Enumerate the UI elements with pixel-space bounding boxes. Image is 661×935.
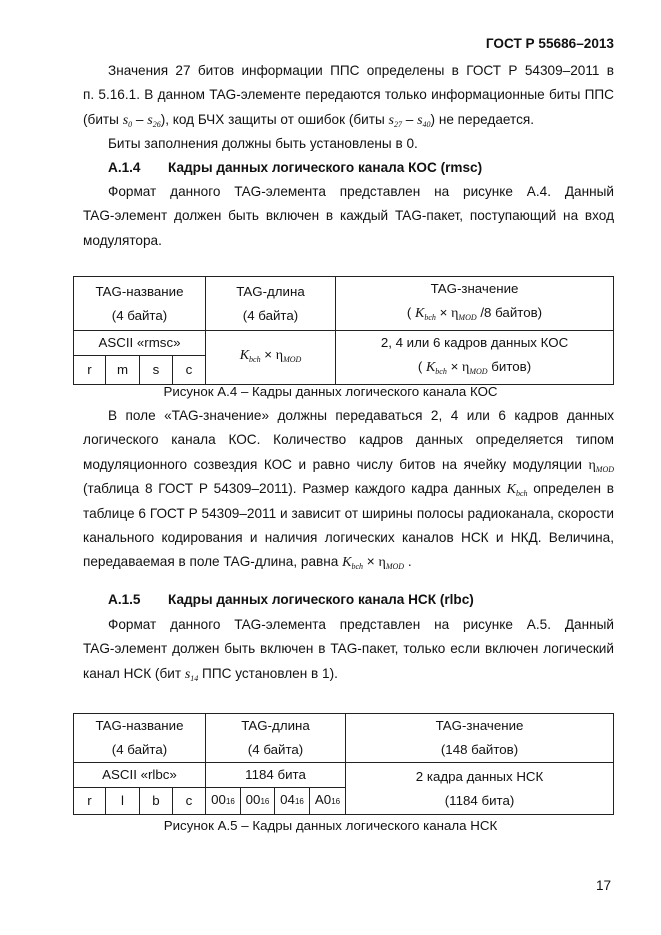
text-line — [83, 110, 614, 134]
byte-cell: 0016 — [206, 788, 241, 815]
section-heading-a14 — [83, 158, 614, 182]
text-line: таблице 6 ГОСТ Р 54309–2011 и зависит от ширины полосы радиоканала, скорости — [83, 505, 614, 521]
text-line: передаваемая в поле TAG-длина, равна $K_{bch} \times \eta_{MOD}$ . — [83, 554, 412, 572]
text: ) не передается. — [430, 111, 535, 127]
text: (биты — [83, 111, 123, 127]
text-line: Формат данного TAG-элемента представлен на рисунке А.4. Данный — [108, 184, 614, 199]
byte-cell: 0416 — [275, 788, 310, 815]
paragraph-1 — [83, 61, 614, 159]
ascii-cell: ASCII «rmsc» — [74, 331, 206, 356]
paragraph-5 — [83, 615, 614, 688]
tag-length-cell: $K_{bch} \times \eta_{MOD}$ — [206, 331, 336, 385]
subscript: 26 — [152, 119, 161, 129]
subscript: 40 — [422, 119, 431, 129]
math-s: s — [417, 112, 423, 128]
byte-cell: A016 — [310, 788, 346, 815]
char-cell: r — [74, 356, 106, 385]
section-number: А.1.4 — [108, 160, 141, 175]
page-number: 17 — [596, 878, 612, 893]
text-line: В поле «TAG-значение» должны передаваться 2, 4 или 6 кадров данных — [108, 408, 614, 423]
tag-length-cell: 1184 бита — [206, 763, 346, 788]
text-line: TAG-элемент должен быть включен в каждый TAG-пакет, поступающий на вход — [83, 208, 614, 224]
tag-name-header: TAG-название (4 байта) — [74, 277, 206, 331]
figure-a4-table — [73, 276, 614, 385]
document-header: ГОСТ Р 55686–2013 — [485, 36, 614, 51]
text-line: (таблица 8 ГОСТ Р 54309–2011). Размер каждого кадра данных $K_{bch}$ определен в — [83, 481, 614, 499]
text-line: канального кодирования и наличия логических каналов НСК и НКД. Величина, — [83, 529, 614, 545]
tag-name-header: TAG-название (4 байта) — [74, 714, 206, 763]
text: – — [132, 111, 148, 127]
math-s: s — [147, 112, 153, 128]
paragraph-4 — [83, 406, 614, 577]
tag-value-header: TAG-значение ( $K_{bch} \times \eta_{MOD}$ /8 байтов) — [336, 277, 614, 331]
text-line: TAG-элемент должен быть включен в TAG-пакет, только если включен логический — [83, 641, 614, 657]
text: – — [401, 111, 418, 127]
text-line: Формат данного TAG-элемента представлен на рисунке А.5. Данный — [108, 617, 614, 632]
section-heading-a15 — [83, 590, 614, 614]
section-title: Кадры данных логического канала КОС (rmsc) — [168, 160, 483, 175]
text-line: Значения 27 битов информации ППС определены в ГОСТ Р 54309–2011 в — [108, 63, 614, 78]
text: ), код БЧХ защиты от ошибок (биты — [160, 111, 389, 127]
subscript: 0 — [128, 119, 133, 129]
char-cell: c — [173, 356, 206, 385]
figure-a5-caption: Рисунок А.5 – Кадры данных логического канала НСК — [163, 818, 498, 833]
math-s: s — [388, 112, 394, 128]
figure-a4-caption: Рисунок А.4 – Кадры данных логического канала КОС — [163, 384, 498, 399]
char-cell: l — [106, 788, 140, 815]
text-line: модулятора. — [83, 232, 162, 248]
subscript: 27 — [393, 119, 402, 129]
figure-a5-table — [73, 713, 614, 815]
char-cell: b — [140, 788, 173, 815]
char-cell: s — [140, 356, 173, 385]
paragraph-2: Биты заполнения должны быть установлены в 0. — [108, 136, 418, 152]
tag-length-header: TAG-длина (4 байта) — [206, 714, 346, 763]
text-line: п. 5.16.1. В данном TAG-элементе передаются только информационные биты ППС — [83, 87, 614, 103]
math-s: s — [122, 112, 129, 128]
section-title: Кадры данных логического канала НСК (rlbc) — [168, 592, 474, 607]
char-cell: m — [106, 356, 140, 385]
tag-value-cell: 2, 4 или 6 кадров данных КОС ( $K_{bch} \times \eta_{MOD}$ битов) — [336, 331, 614, 385]
text-line: логического канала КОС. Количество кадров данных определяется типом — [83, 432, 614, 448]
ascii-cell: ASCII «rlbc» — [74, 763, 206, 788]
text-line: канал НСК (бит $s_{14}$ ППС установлен в 1). — [83, 665, 338, 683]
paragraph-3 — [83, 182, 614, 255]
tag-value-header: TAG-значение (148 байтов) — [346, 714, 614, 763]
section-number: А.1.5 — [108, 592, 141, 607]
tag-value-cell: 2 кадра данных НСК (1184 бита) — [346, 763, 614, 815]
text-line: модуляционного созвездия КОС и равно числу битов на ячейку модуляции $\eta_{MOD}$ — [83, 456, 614, 474]
char-cell: r — [74, 788, 106, 815]
char-cell: c — [173, 788, 206, 815]
byte-cell: 0016 — [241, 788, 275, 815]
tag-length-header: TAG-длина (4 байта) — [206, 277, 336, 331]
